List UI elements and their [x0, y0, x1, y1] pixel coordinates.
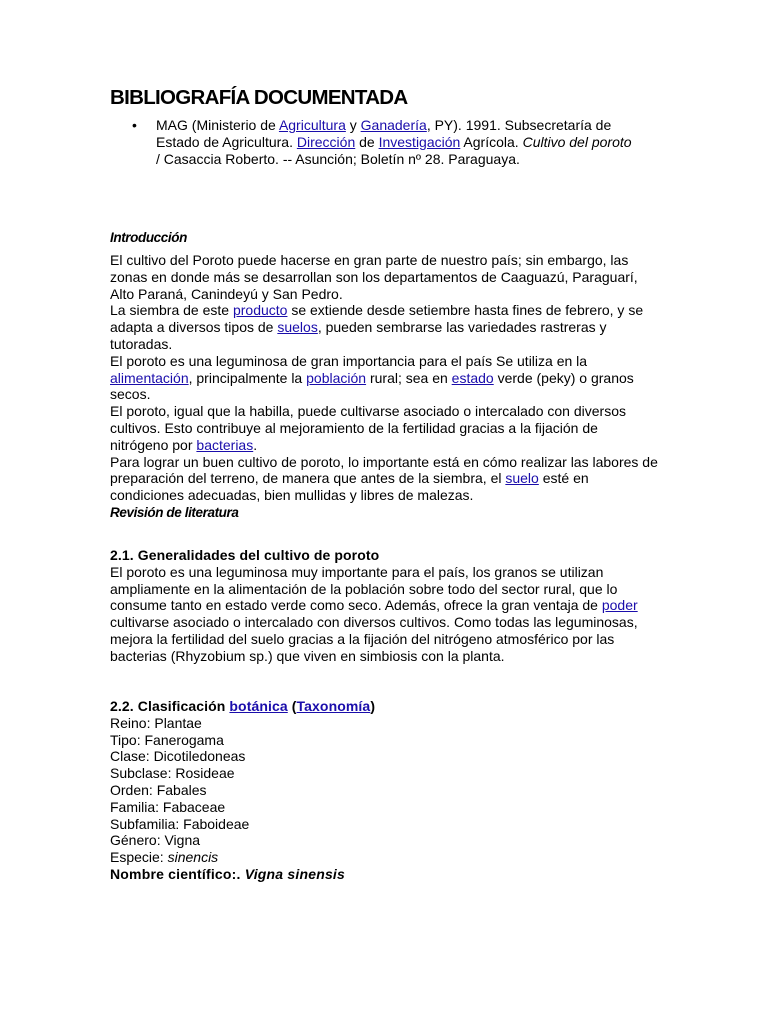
- taxonomy-subclase: Subclase: Rosideae: [110, 765, 235, 782]
- taxonomy-especie: [110, 849, 658, 866]
- taxonomy-orden: Orden: Fabales: [110, 781, 207, 798]
- intro-paragraph: El cultivo del Poroto puede hacerse en gran parte de nuestro país; sin embargo, las zonas en donde más se desarrollan son los departamentos de Caaguazú, Paraguarí, Alto Paraná, Canindeyú y San Pedro.: [110, 252, 638, 302]
- link-estado[interactable]: estado: [451, 369, 494, 386]
- text-span: El poroto es una leguminosa muy importante para el país, los granos se utilizan ampliamente en la alimentación de la población sobre todo del sector rural, que lo consume tanto en estado verde como seco. Además, ofrece la gran ventaja de: [110, 563, 618, 614]
- taxonomy-reino: Reino: Plantae: [110, 714, 202, 731]
- biblio-text: de: [355, 134, 379, 150]
- text-span: La siembra de este: [110, 302, 233, 319]
- text-span: , pueden sembrarse las variedades rastreras y tutoradas.: [110, 319, 607, 352]
- text-span: Especie:: [110, 849, 168, 866]
- taxonomy-clase: Clase: Dicotiledoneas: [110, 748, 246, 765]
- text-span: se extiende desde setiembre hasta fines de febrero, y se adapta a diversos tipos de: [110, 302, 644, 336]
- bibliography-entry: [110, 117, 636, 168]
- link-poblacion[interactable]: población: [306, 369, 367, 386]
- link-producto[interactable]: producto: [232, 302, 288, 319]
- intro-body: [110, 252, 658, 504]
- link-ganaderia[interactable]: Ganadería: [360, 117, 427, 133]
- text-span: ): [370, 698, 376, 714]
- intro-paragraph: [110, 454, 658, 504]
- bibliography-list: [110, 117, 658, 168]
- bullet-icon: •: [132, 117, 137, 133]
- text-span: .: [253, 436, 258, 453]
- section-2-1-paragraph: [110, 564, 658, 665]
- biblio-text: , PY). 1991. Subsecretaría de Estado de Agricultura.: [156, 117, 612, 150]
- taxonomy-tipo: Tipo: Fanerogama: [110, 731, 224, 748]
- section-2-1-heading: 2.1. Generalidades del cultivo de poroto: [110, 547, 380, 563]
- text-span: rural; sea en: [366, 369, 452, 386]
- link-investigacion[interactable]: Investigación: [378, 134, 461, 150]
- section-2-1: [110, 547, 658, 665]
- taxonomy-genero: Género: Vigna: [110, 832, 201, 849]
- biblio-italic-title: Cultivo del poroto: [522, 134, 632, 150]
- link-poder[interactable]: poder: [601, 597, 638, 614]
- link-bacterias[interactable]: bacterias: [196, 436, 254, 453]
- intro-paragraph: [110, 302, 658, 352]
- page-title: BIBLIOGRAFÍA DOCUMENTADA: [110, 86, 408, 109]
- text-span: esté en condiciones adecuadas, bien mullidas y libres de malezas.: [110, 470, 589, 504]
- text-span: , principalmente la: [188, 369, 307, 386]
- taxonomy-familia: Familia: Fabaceae: [110, 798, 226, 815]
- biblio-text: MAG (Ministerio de: [156, 117, 279, 133]
- biblio-text: / Casaccia Roberto. -- Asunción; Boletín nº 28. Paraguaya.: [156, 151, 520, 167]
- link-agricultura[interactable]: Agricultura: [278, 117, 346, 133]
- link-suelos[interactable]: suelos: [277, 319, 318, 336]
- review-heading: Revisión de literatura: [110, 505, 239, 520]
- text-span: El poroto, igual que la habilla, puede cultivarse asociado o intercalado con diversos cultivos. Esto contribuye al mejoramiento de la fertilidad gracias a la fijación de nitrógeno por: [110, 403, 626, 453]
- text-span: cultivarse asociado o intercalado con diversos cultivos. Como todas las leguminosas, mejora la fertilidad del suelo gracias a la fijación del nitrógeno atmosférico por las bacterias (Rhyzobium sp.) que viven en simbiosis con la planta.: [110, 614, 638, 664]
- text-span: 2.2. Clasificación: [110, 698, 230, 714]
- intro-paragraph: [110, 403, 658, 453]
- link-taxonomia[interactable]: Taxonomía: [296, 698, 371, 714]
- text-span: Para lograr un buen cultivo de poroto, lo importante está en cómo realizar las labores de preparación del terreno, de manera que antes de la siembra, el: [110, 453, 658, 487]
- biblio-text: y: [345, 117, 361, 133]
- text-span: Nombre científico:.: [110, 865, 245, 882]
- text-span: (: [287, 698, 297, 714]
- link-botanica[interactable]: botánica: [229, 698, 288, 714]
- intro-paragraph: [110, 353, 658, 403]
- link-alimentacion[interactable]: alimentación: [110, 369, 189, 386]
- section-2-2: [110, 698, 658, 883]
- taxonomy-nombre-cientifico: [110, 866, 658, 883]
- text-span: Vigna sinensis: [244, 865, 346, 882]
- biblio-text: Agrícola.: [460, 134, 523, 150]
- intro-heading: Introducción: [110, 230, 187, 245]
- section-2-2-heading: [110, 698, 658, 715]
- link-suelo[interactable]: suelo: [505, 470, 539, 487]
- text-span: verde (peky) o granos secos.: [110, 369, 634, 403]
- text-span: El poroto es una leguminosa de gran importancia para el país Se utiliza en la: [110, 352, 588, 369]
- document-page: [110, 85, 658, 882]
- text-span: sinencis: [167, 849, 219, 866]
- taxonomy-subfamilia: Subfamilia: Faboideae: [110, 815, 250, 832]
- link-direccion[interactable]: Dirección: [296, 134, 356, 150]
